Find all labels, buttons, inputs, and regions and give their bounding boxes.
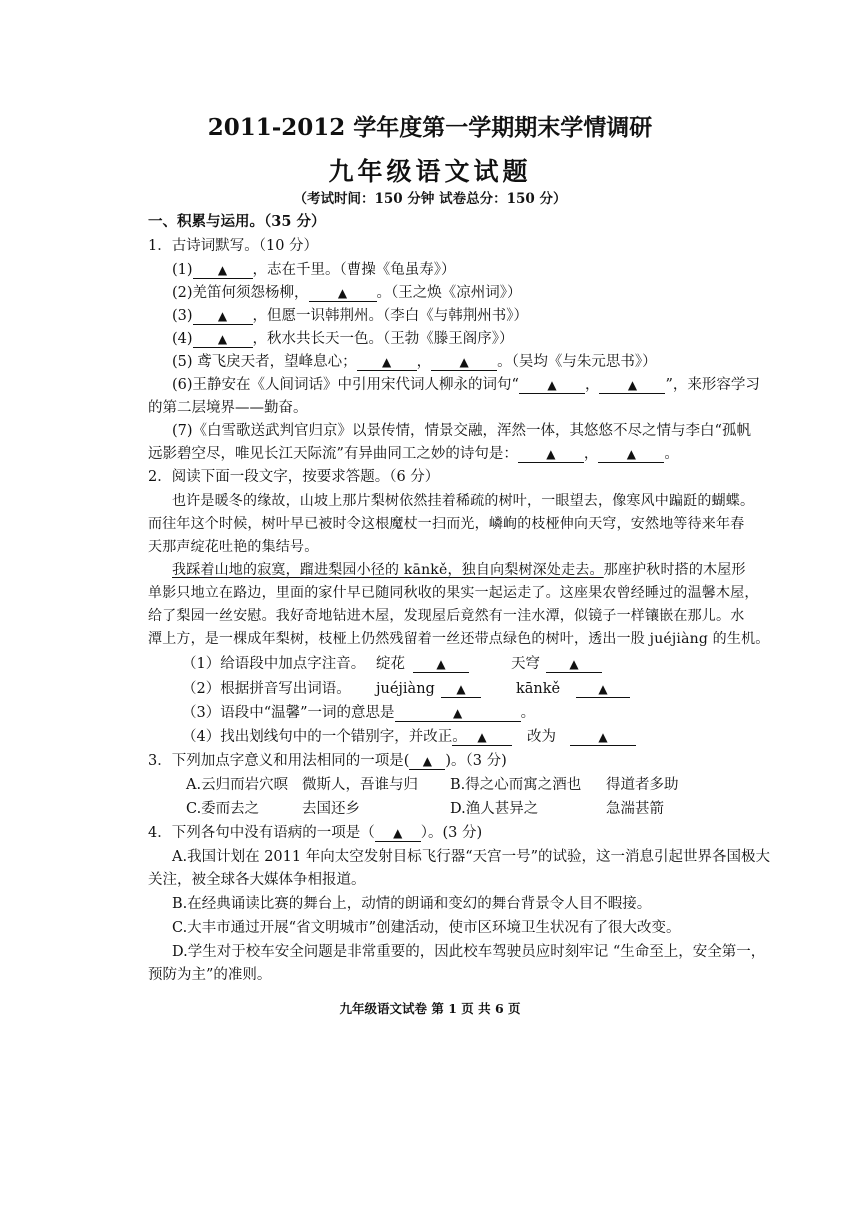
triangle-icon: ▲ [393,826,403,840]
q1-line4-text: ，秋水共长天一色。（王勃《滕王阁序》） [252,331,514,347]
q3-stem-text: 3．下列加点字意义和用法相同的一项是( [148,753,410,769]
triangle-icon: ▲ [452,706,463,720]
q3-option-d: D.渔人甚异之 [450,801,539,817]
q2-sub4: （4）找出划线句中的一个错别字，并改正。 [182,729,467,745]
triangle-icon: ▲ [569,657,579,671]
q1-line5 [172,353,657,371]
q1-line6-cont: 的第二层境界——勤奋。 [148,400,308,416]
q2-sub4-changeto: 改为 [527,729,556,745]
answer-blank[interactable] [598,447,664,463]
answer-blank[interactable] [452,730,512,746]
q3-stem-tail: )。（3 分) [445,753,507,769]
q1-line3 [172,307,528,325]
q3-option-b: B.得之心而寓之酒也 [450,777,582,793]
q3-option-b2: 得道者多助 [606,777,679,793]
q1-line2-text: (2)羌笛何须怨杨柳， [172,285,309,301]
q2-sub1-word1: 绽花 [376,656,405,672]
triangle-icon: ▲ [547,378,557,392]
q1-line4 [172,330,514,348]
q3-stem [148,752,507,770]
q2-sub3 [182,704,535,722]
answer-blank[interactable] [193,332,253,348]
q2-passage-line: 天那声绽花吐艳的集结号。 [148,539,319,555]
answer-blank[interactable] [309,286,377,302]
triangle-icon: ▲ [337,286,348,300]
underlined-sentence: 我踩着山地的寂寞，蹓进梨园小径的 kānkě，独自向梨树深处走去。 [172,562,604,578]
triangle-icon: ▲ [459,355,469,369]
comma: ， [583,446,599,462]
q3-option-d2: 急湍甚箭 [606,801,664,817]
q4-option-c: C.大丰市通过开展“省文明城市”创建活动，使市区环境卫生状况有了很大改变。 [172,920,681,936]
q1-line5-source: 。（吴均《与朱元思书》） [497,354,657,370]
q1-line6-text: (6)王静安在《人间词话》中引用宋代词人柳永的词句“ [172,377,519,393]
answer-blank[interactable] [193,309,253,325]
answer-blank[interactable] [441,682,481,698]
q2-passage-line: 单影只地立在路边，里面的家什早已随同秋收的果实一起运走了。这座果农曾经睡过的温馨木屋， [148,585,759,601]
q2-passage-line: 也许是暖冬的缘故，山坡上那片梨树依然挂着稀疏的树叶，一眼望去，像寒风中蹁跹的蝴蝶。 [172,493,755,509]
answer-blank[interactable] [395,706,521,722]
q1-line3-text: ，但愿一识韩荆州。（李白《与韩荆州书》） [252,308,529,324]
q2-sub2: （2）根据拼音写出词语。 [182,681,351,697]
q1-line7: (7)《白雪歌送武判官归京》以景传情，情景交融，浑然一体，其悠悠不尽之情与李白“孤帆 [172,423,751,439]
answer-blank[interactable] [375,826,421,842]
triangle-icon: ▲ [422,754,432,768]
q1-line1-text: ，志在千里。（曹操《龟虽寿》） [252,262,456,278]
q1-line5-text: (5) 鸢飞戾天者，望峰息心； [172,354,357,370]
q4-option-a-cont: 关注，被全球各大媒体争相报道。 [148,872,366,888]
period: 。 [664,446,679,462]
q2-sub2-pinyin2: kānkě [516,681,561,697]
answer-blank[interactable] [599,378,665,394]
answer-blank[interactable] [576,682,630,698]
q3-option-c2: 去国还乡 [302,801,360,817]
comma: ， [584,377,600,393]
q1-line4-num: (4) [172,331,193,347]
triangle-icon: ▲ [217,309,228,323]
q1-line6 [172,376,760,394]
q1-line7-text: 远影碧空尽，唯见长江天际流”有异曲同工之妙的诗句是： [148,446,518,462]
q4-stem [148,824,482,842]
triangle-icon: ▲ [598,682,608,696]
period: 。 [520,705,536,721]
triangle-icon: ▲ [598,730,608,744]
q2-passage-line [172,561,746,579]
answer-blank[interactable] [357,355,417,371]
q1-stem: 1．古诗词默写。（10 分） [148,238,319,254]
triangle-icon: ▲ [477,730,487,744]
triangle-icon: ▲ [217,332,228,346]
triangle-icon: ▲ [626,447,637,461]
answer-blank[interactable] [546,657,602,673]
triangle-icon: ▲ [546,447,556,461]
q1-line1-num: (1) [172,262,193,278]
answer-blank[interactable] [409,754,445,770]
answer-blank[interactable] [570,730,636,746]
q4-option-d: D.学生对于校车安全问题是非常重要的，因此校车驾驶员应时刻牢记 “生命至上，安全第一， [172,944,766,960]
comma: ， [416,354,432,370]
triangle-icon: ▲ [217,263,228,277]
q2-sub1: （1）给语段中加点字注音。 [182,656,366,672]
q2-sub2-pinyin1: juéjiàng [376,681,435,697]
triangle-icon: ▲ [382,355,392,369]
q2-sub3-text: （3）语段中“温馨”一词的意思是 [182,705,395,721]
triangle-icon: ▲ [627,378,638,392]
answer-blank[interactable] [413,657,469,673]
q2-passage-line: 潭上方，是一棵成年梨树，枝桠上仍然残留着一丝还带点绿色的树叶，透出一股 juéjiàng 的生机。 [148,631,770,647]
answer-blank[interactable] [431,355,497,371]
triangle-icon: ▲ [456,682,466,696]
exam-subtitle: 九年级语文试题 [328,157,532,186]
exam-info: （考试时间：150 分钟 试卷总分：150 分） [293,191,567,207]
q2-sub1-word2: 天穹 [511,656,540,672]
q3-option-c: C.委而去之 [186,801,260,817]
q4-option-b: B.在经典诵读比赛的舞台上，动情的朗诵和变幻的舞台背景令人目不暇接。 [172,896,652,912]
q1-line2 [172,284,522,302]
q2-stem: 2．阅读下面一段文字，按要求答题。（6 分） [148,469,440,485]
q4-stem-text: 4．下列各句中没有语病的一项是（ [148,825,375,841]
q1-line1 [172,261,456,279]
answer-blank[interactable] [518,447,584,463]
q1-line3-num: (3) [172,308,193,324]
q4-option-d-cont: 预防为主”的准则。 [148,967,272,983]
q2-passage-rest: 那座护秋时搭的木屋形 [603,562,746,578]
answer-blank[interactable] [519,378,585,394]
q2-passage-line: 而往年这个时候，树叶早已被时令这根魔杖一扫而光，嶙峋的枝桠伸向天穹，安然地等待来年春 [148,516,745,532]
q4-option-a: A.我国计划在 2011 年向太空发射目标飞行器“天宫一号”的试验，这一消息引起世界各国极大 [172,849,771,865]
q2-passage-line: 给了梨园一丝安慰。我好奇地钻进木屋，发现屋后竟然有一洼水潭，似镜子一样镶嵌在那儿。水 [148,608,745,624]
exam-title: 2011-2012 学年度第一学期期末学情调研 [207,114,653,141]
section1-heading: 一、积累与运用。（35 分） [148,213,326,230]
answer-blank[interactable] [193,263,253,279]
page-footer: 九年级语文试卷 第 1 页 共 6 页 [339,1001,521,1016]
q1-line7-cont [148,445,679,463]
q3-option-a2: 微斯人，吾谁与归 [302,777,418,793]
triangle-icon: ▲ [436,657,446,671]
q4-stem-tail: ）。(3 分) [420,825,483,841]
q1-line2-source: 。（王之焕《凉州词》） [376,285,522,301]
q1-line6-tail: ”，来形容学习 [665,377,760,393]
q3-option-a: A.云归而岩穴暝 [186,777,289,793]
